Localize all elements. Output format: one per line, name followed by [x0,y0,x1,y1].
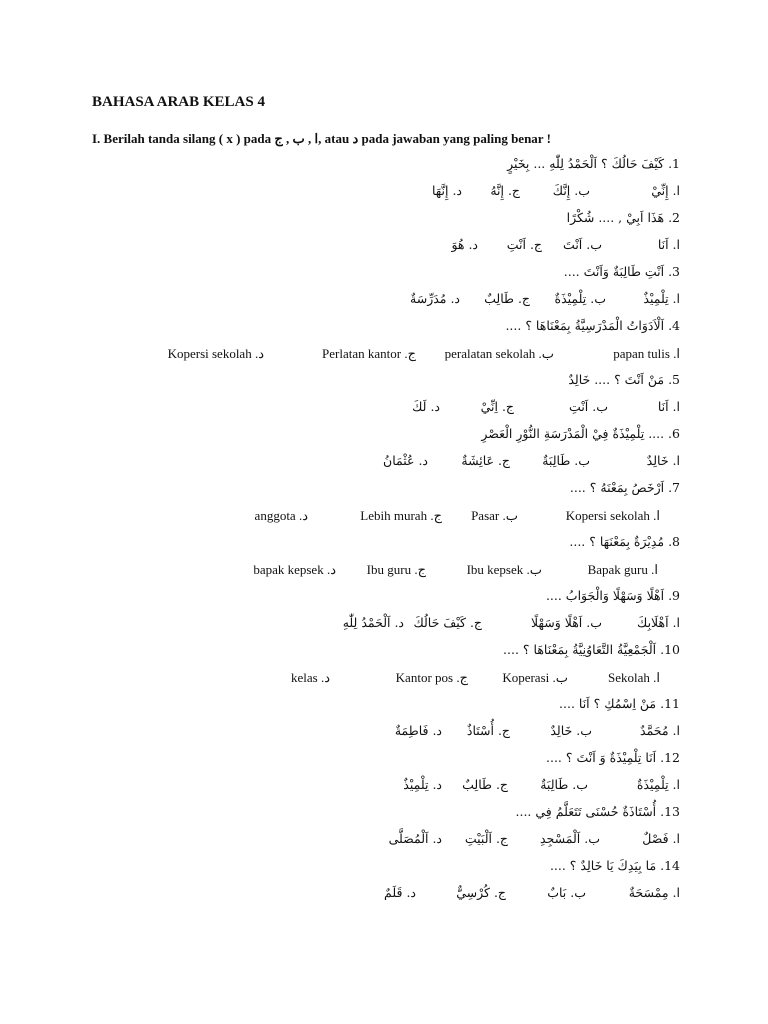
q4-option-a: ا. papan tulis [613,346,680,361]
question-14: 14. مَا بِيَدِكَ يَا خَالِدٌ ؟ .... [549,858,680,873]
q14-option-b: ب. بَابٌ [547,885,586,900]
question-6: 6. .... تِلْمِيْذَةٌ فِيْ الْمَدْرَسَةِ النُّوْرِ الْعَصْرِ [481,426,680,441]
q9-option-c: ج. كَيْفَ حَالُكَ [413,615,482,630]
q6-option-a: ا. خَالِدٌ [646,453,680,468]
q5-option-c: ج. اِنِّيْ [480,399,514,414]
q13-option-d: د. اَلْمُصَلَّى [388,831,442,846]
question-12: 12. اَنَا تِلْمِيْذَةٌ وَ اَنْتَ ؟ .... [546,750,680,765]
q5-option-d: د. لَكَ [412,399,440,414]
q7-option-b: ب. Pasar [471,508,518,523]
q2-option-c: ج. اَنْتِ [506,237,542,252]
q13-option-c: ج. اَلْبَيْتِ [464,831,508,846]
q7-option-a: ا. Kopersi sekolah [565,508,660,523]
q11-option-b: ب. خَالِدٌ [550,723,592,738]
question-3: 3. اَنْتِ طَالِبَةٌ وَاَنْتَ .... [563,264,680,279]
q8-option-d: د. bapak kepsek [253,562,336,577]
q10-option-a: ا. Sekolah [607,670,660,685]
q4-option-d: د. Kopersi sekolah [167,346,264,361]
question-1: 1. كَيْفَ حَالُكَ ؟ اَلْحَمْدُ لِلّٰهِ ... بِخَيْرٍ [507,156,680,171]
instruction-text: I. Berilah tanda silang ( x ) pada ا , ب , ج, atau د pada jawaban yang paling benar ! [92,131,551,146]
q9-option-b: ب. اَهْلًا وَسَهْلًا [531,615,602,630]
question-11: 11. مَنْ اِسْمُكِ ؟ اَنَا .... [559,696,680,711]
q14-option-d: د. قَلَمٌ [384,885,416,900]
question-8: 8. مُدِيْرَةٌ بِمَعْنَهَا ؟ .... [569,534,680,549]
q12-option-d: د. تِلْمِيْذٌ [403,777,442,792]
question-10: 10. اَلْجَمْعِيَّةُ التَّعَاوُنِيَّةُ بِمَعْنَاهَا ؟ .... [503,642,680,657]
question-2: 2. هَذَا اَبِيْ , .... شُكْرًا [566,210,680,225]
q5-option-a: ا. اَنَا [657,399,680,414]
q12-option-b: ب. طَالِبَةٌ [540,777,588,792]
q6-option-d: د. عُثْمَانُ [383,453,428,468]
q1-option-d: د. إِنَّهَا [431,183,462,198]
q10-option-d: د. kelas [290,670,330,685]
question-9: 9. اَهْلًا وَسَهْلًا وَالْجَوَابُ .... [545,588,680,603]
question-13: 13. أُسْتَاذَةٌ حُسْنَى تَتَعَلَّمُ فِي .... [515,804,680,819]
q8-option-a: ا. Bapak guru [587,562,658,577]
q5-option-b: ب. اَنْتِ [569,399,608,414]
q10-option-b: ب. Koperasi [502,670,568,685]
q1-option-a: ا. إِنِّيْ [651,183,680,198]
q8-option-c: ج. Ibu guru [366,562,426,577]
q2-option-b: ب. اَنْتَ [563,237,602,252]
q7-option-d: د. anggota [254,508,308,523]
q4-option-b: ب. peralatan sekolah [444,346,554,361]
page-title: BAHASA ARAB KELAS 4 [92,94,265,110]
question-5: 5. مَنْ اَنْتَ ؟ .... خَالِدٌ [568,372,680,387]
q12-option-c: ج. طَالِبٌ [462,777,508,792]
q10-option-c: ج. Kantor pos [395,670,468,685]
q6-option-c: ج. عَائِشَةٌ [461,453,510,468]
q8-option-b: ب. Ibu kepsek [466,562,542,577]
q14-option-c: ج. كُرْسِيٌّ [456,885,506,900]
q2-option-d: د. هُوَ [451,237,478,252]
q1-option-b: ب. إِنَّكَ [552,183,590,198]
q9-option-d: د. اَلْحَمْدُ لِلّٰهِ [342,615,404,630]
q7-option-c: ج. Lebih murah [360,508,442,523]
q3-option-c: ج. طَالِبٌ [484,291,530,306]
q4-option-c: ج. Perlatan kantor [322,346,416,361]
q13-option-b: ب. اَلْمَسْجِدِ [539,831,600,846]
question-4: 4. اَلْاَدَوَاتُ الْمَدْرَسِيَّةُ بِمَعْنَاهَا ؟ .... [505,318,680,333]
q2-option-a: ا. اَنَا [657,237,680,252]
q6-option-b: ب. طَالِبَةٌ [542,453,590,468]
q9-option-a: ا. اَهْلَابِكَ [637,615,680,630]
question-7: 7. اَرْخَصُ بِمَعْنَهُ ؟ .... [569,480,680,495]
q3-option-d: د. مُدَرِّسَةٌ [410,291,460,306]
q11-option-c: ج. أُسْتَاذٌ [466,723,510,738]
q13-option-a: ا. فَصْلٌ [642,831,680,846]
q1-option-c: ج. إِنَّهُ [490,183,520,198]
q12-option-a: ا. تِلْمِيْذَةٌ [636,777,680,792]
q3-option-a: ا. تِلْمِيْذٌ [643,291,680,306]
q11-option-a: ا. مُحَمَّدٌ [640,723,680,738]
q11-option-d: د. فَاطِمَةٌ [394,723,442,738]
q3-option-b: ب. تِلْمِيْذَةٌ [554,291,606,306]
q14-option-a: ا. مِمْسَحَةٌ [628,885,680,900]
